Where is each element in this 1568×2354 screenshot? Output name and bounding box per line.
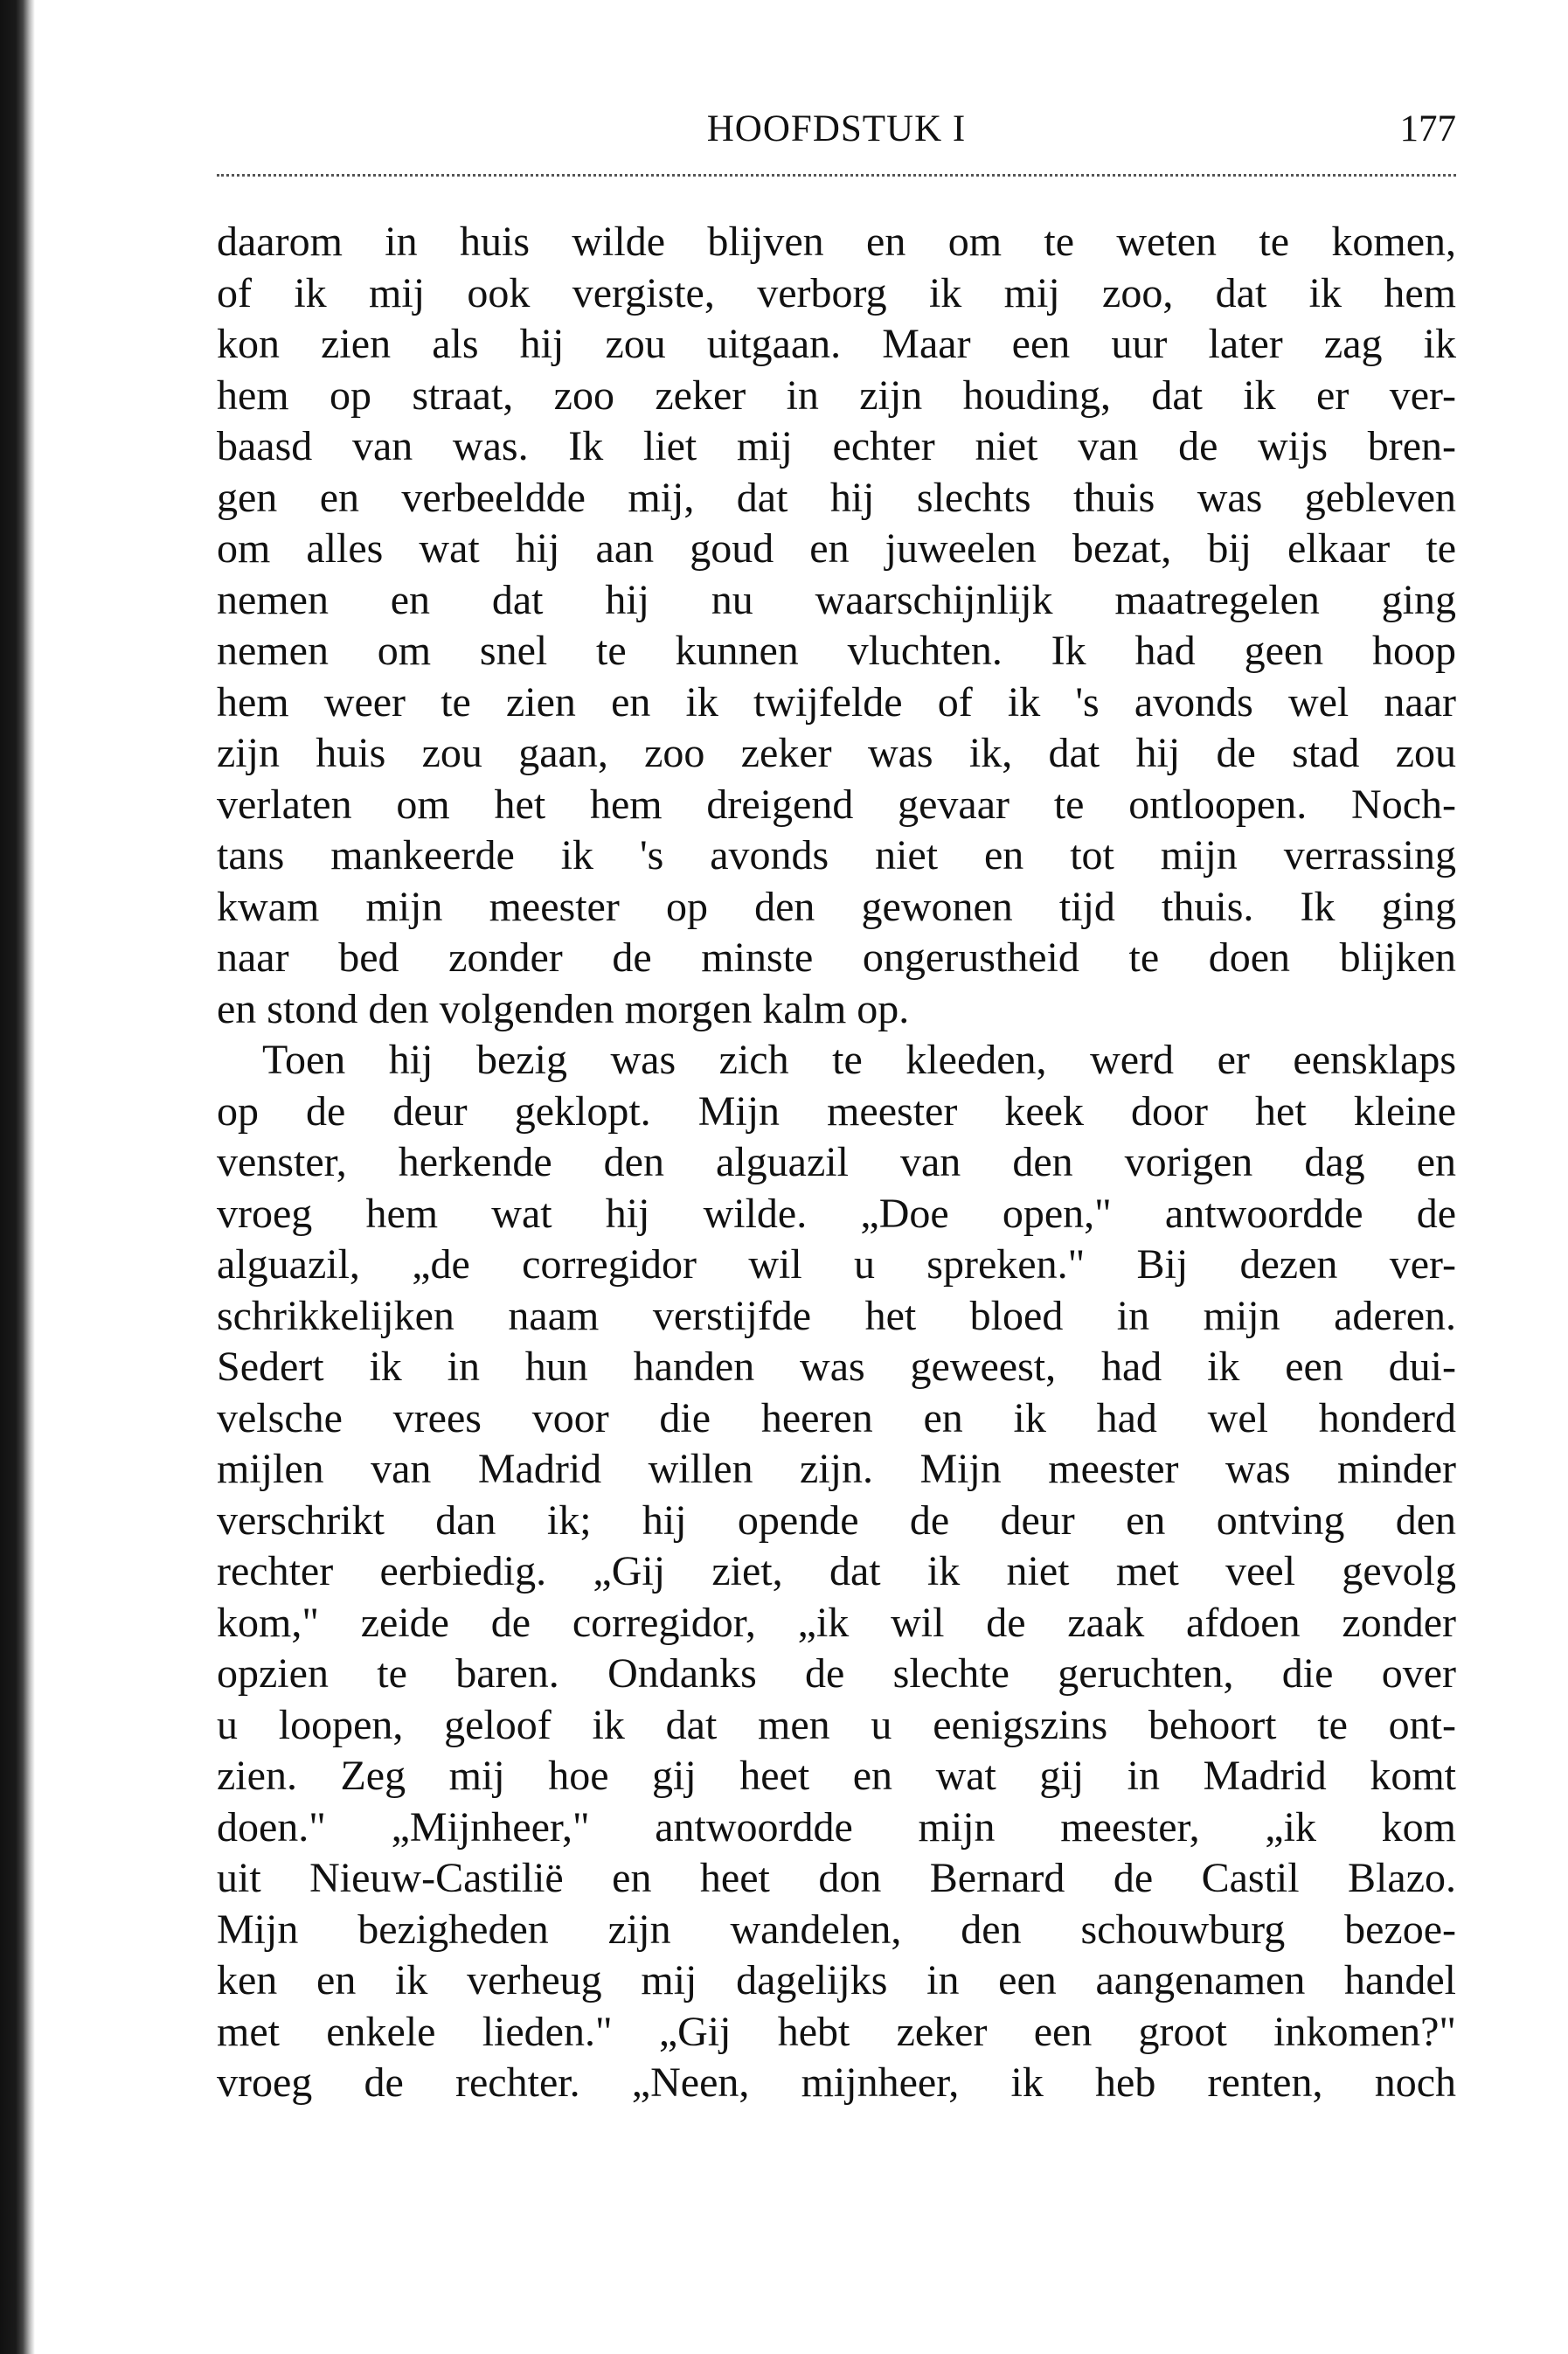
text-line: rechter eerbiedig. „Gij ziet, dat ik niet met veel gevolg: [217, 1548, 1456, 1594]
text-line: alguazil, „de corregidor wil u spreken." Bij dezen ver-: [217, 1241, 1456, 1288]
text-line: velsche vrees voor die heeren en ik had wel honderd: [217, 1394, 1456, 1441]
text-line: kom," zeide de corregidor, „ik wil de zaak afdoen zonder: [217, 1599, 1456, 1646]
text-line: of ik mij ook vergiste, verborg ik mij zoo, dat ik hem: [217, 269, 1456, 316]
text-line: nemen en dat hij nu waarschijnlijk maatregelen ging: [217, 576, 1456, 623]
text-line: kon zien als hij zou uitgaan. Maar een uur later zag ik: [217, 321, 1456, 367]
running-header: [217, 103, 1456, 156]
text-line: met enkele lieden." „Gij hebt zeker een groot inkomen?": [217, 2008, 1456, 2055]
text-line: schrikkelijken naam verstijfde het bloed in mijn aderen.: [217, 1292, 1456, 1339]
text-line: Mijn bezigheden zijn wandelen, den schouwburg bezoe-: [217, 1906, 1456, 1953]
text-line: opzien te baren. Ondanks de slechte geruchten, die over: [217, 1650, 1456, 1697]
text-line: op de deur geklopt. Mijn meester keek door het kleine: [217, 1087, 1456, 1135]
text-line: uit Nieuw-Castilië en heet don Bernard de Castil Blazo.: [217, 1855, 1456, 1901]
body-text: [217, 217, 1456, 2109]
text-line: om alles wat hij aan goud en juweelen bezat, bij elkaar te: [217, 525, 1456, 572]
text-line: tans mankeerde ik 's avonds niet en tot mijn verrassing: [217, 832, 1456, 878]
text-line: nemen om snel te kunnen vluchten. Ik had geen hoop: [217, 628, 1456, 674]
paragraph-end-line: en stond den volgenden morgen kalm op.: [217, 985, 910, 1032]
text-line: Sedert ik in hun handen was geweest, had ik een dui-: [217, 1344, 1456, 1390]
text-line: verschrikt dan ik; hij opende de deur en ontving den: [217, 1496, 1456, 1544]
text-line: daarom in huis wilde blijven en om te weten te komen,: [217, 219, 1456, 265]
page-binding-edge: [0, 0, 35, 2354]
text-line: verlaten om het hem dreigend gevaar te ontloopen. Noch-: [217, 781, 1456, 828]
paragraph-start-line: Toen hij bezig was zich te kleeden, werd er eensklaps: [262, 1037, 1456, 1083]
text-line: ken en ik verheug mij dagelijks in een aangenamen handel: [217, 1957, 1456, 2003]
text-line: baasd van was. Ik liet mij echter niet van de wijs bren-: [217, 423, 1456, 469]
text-line: vroeg de rechter. „Neen, mijnheer, ik heb renten, noch: [217, 2059, 1456, 2106]
text-line: mijlen van Madrid willen zijn. Mijn meester was minder: [217, 1446, 1456, 1492]
text-line: zijn huis zou gaan, zoo zeker was ik, dat hij de stad zou: [217, 730, 1456, 776]
text-line: naar bed zonder de minste ongerustheid te doen blijken: [217, 934, 1456, 981]
text-line: hem weer te zien en ik twijfelde of ik 's avonds wel naar: [217, 678, 1456, 726]
text-line: hem op straat, zoo zeker in zijn houding, dat ik er ver-: [217, 372, 1456, 419]
text-line: doen." „Mijnheer," antwoordde mijn meester, „ik kom: [217, 1803, 1456, 1851]
text-line: vroeg hem wat hij wilde. „Doe open," antwoordde de: [217, 1190, 1456, 1237]
text-line: zien. Zeg mij hoe gij heet en wat gij in Madrid komt: [217, 1753, 1456, 1799]
text-line: kwam mijn meester op den gewonen tijd thuis. Ik ging: [217, 883, 1456, 930]
text-line: venster, herkende den alguazil van den vorigen dag en: [217, 1139, 1456, 1185]
header-dotted-rule: [217, 174, 1456, 177]
text-line: gen en verbeeldde mij, dat hij slechts thuis was gebleven: [217, 474, 1456, 521]
chapter-title: HOOFDSTUK I: [706, 108, 967, 149]
text-line: u loopen, geloof ik dat men u eenigszins behoort te ont-: [217, 1701, 1456, 1748]
page-number: 177: [1399, 108, 1456, 149]
